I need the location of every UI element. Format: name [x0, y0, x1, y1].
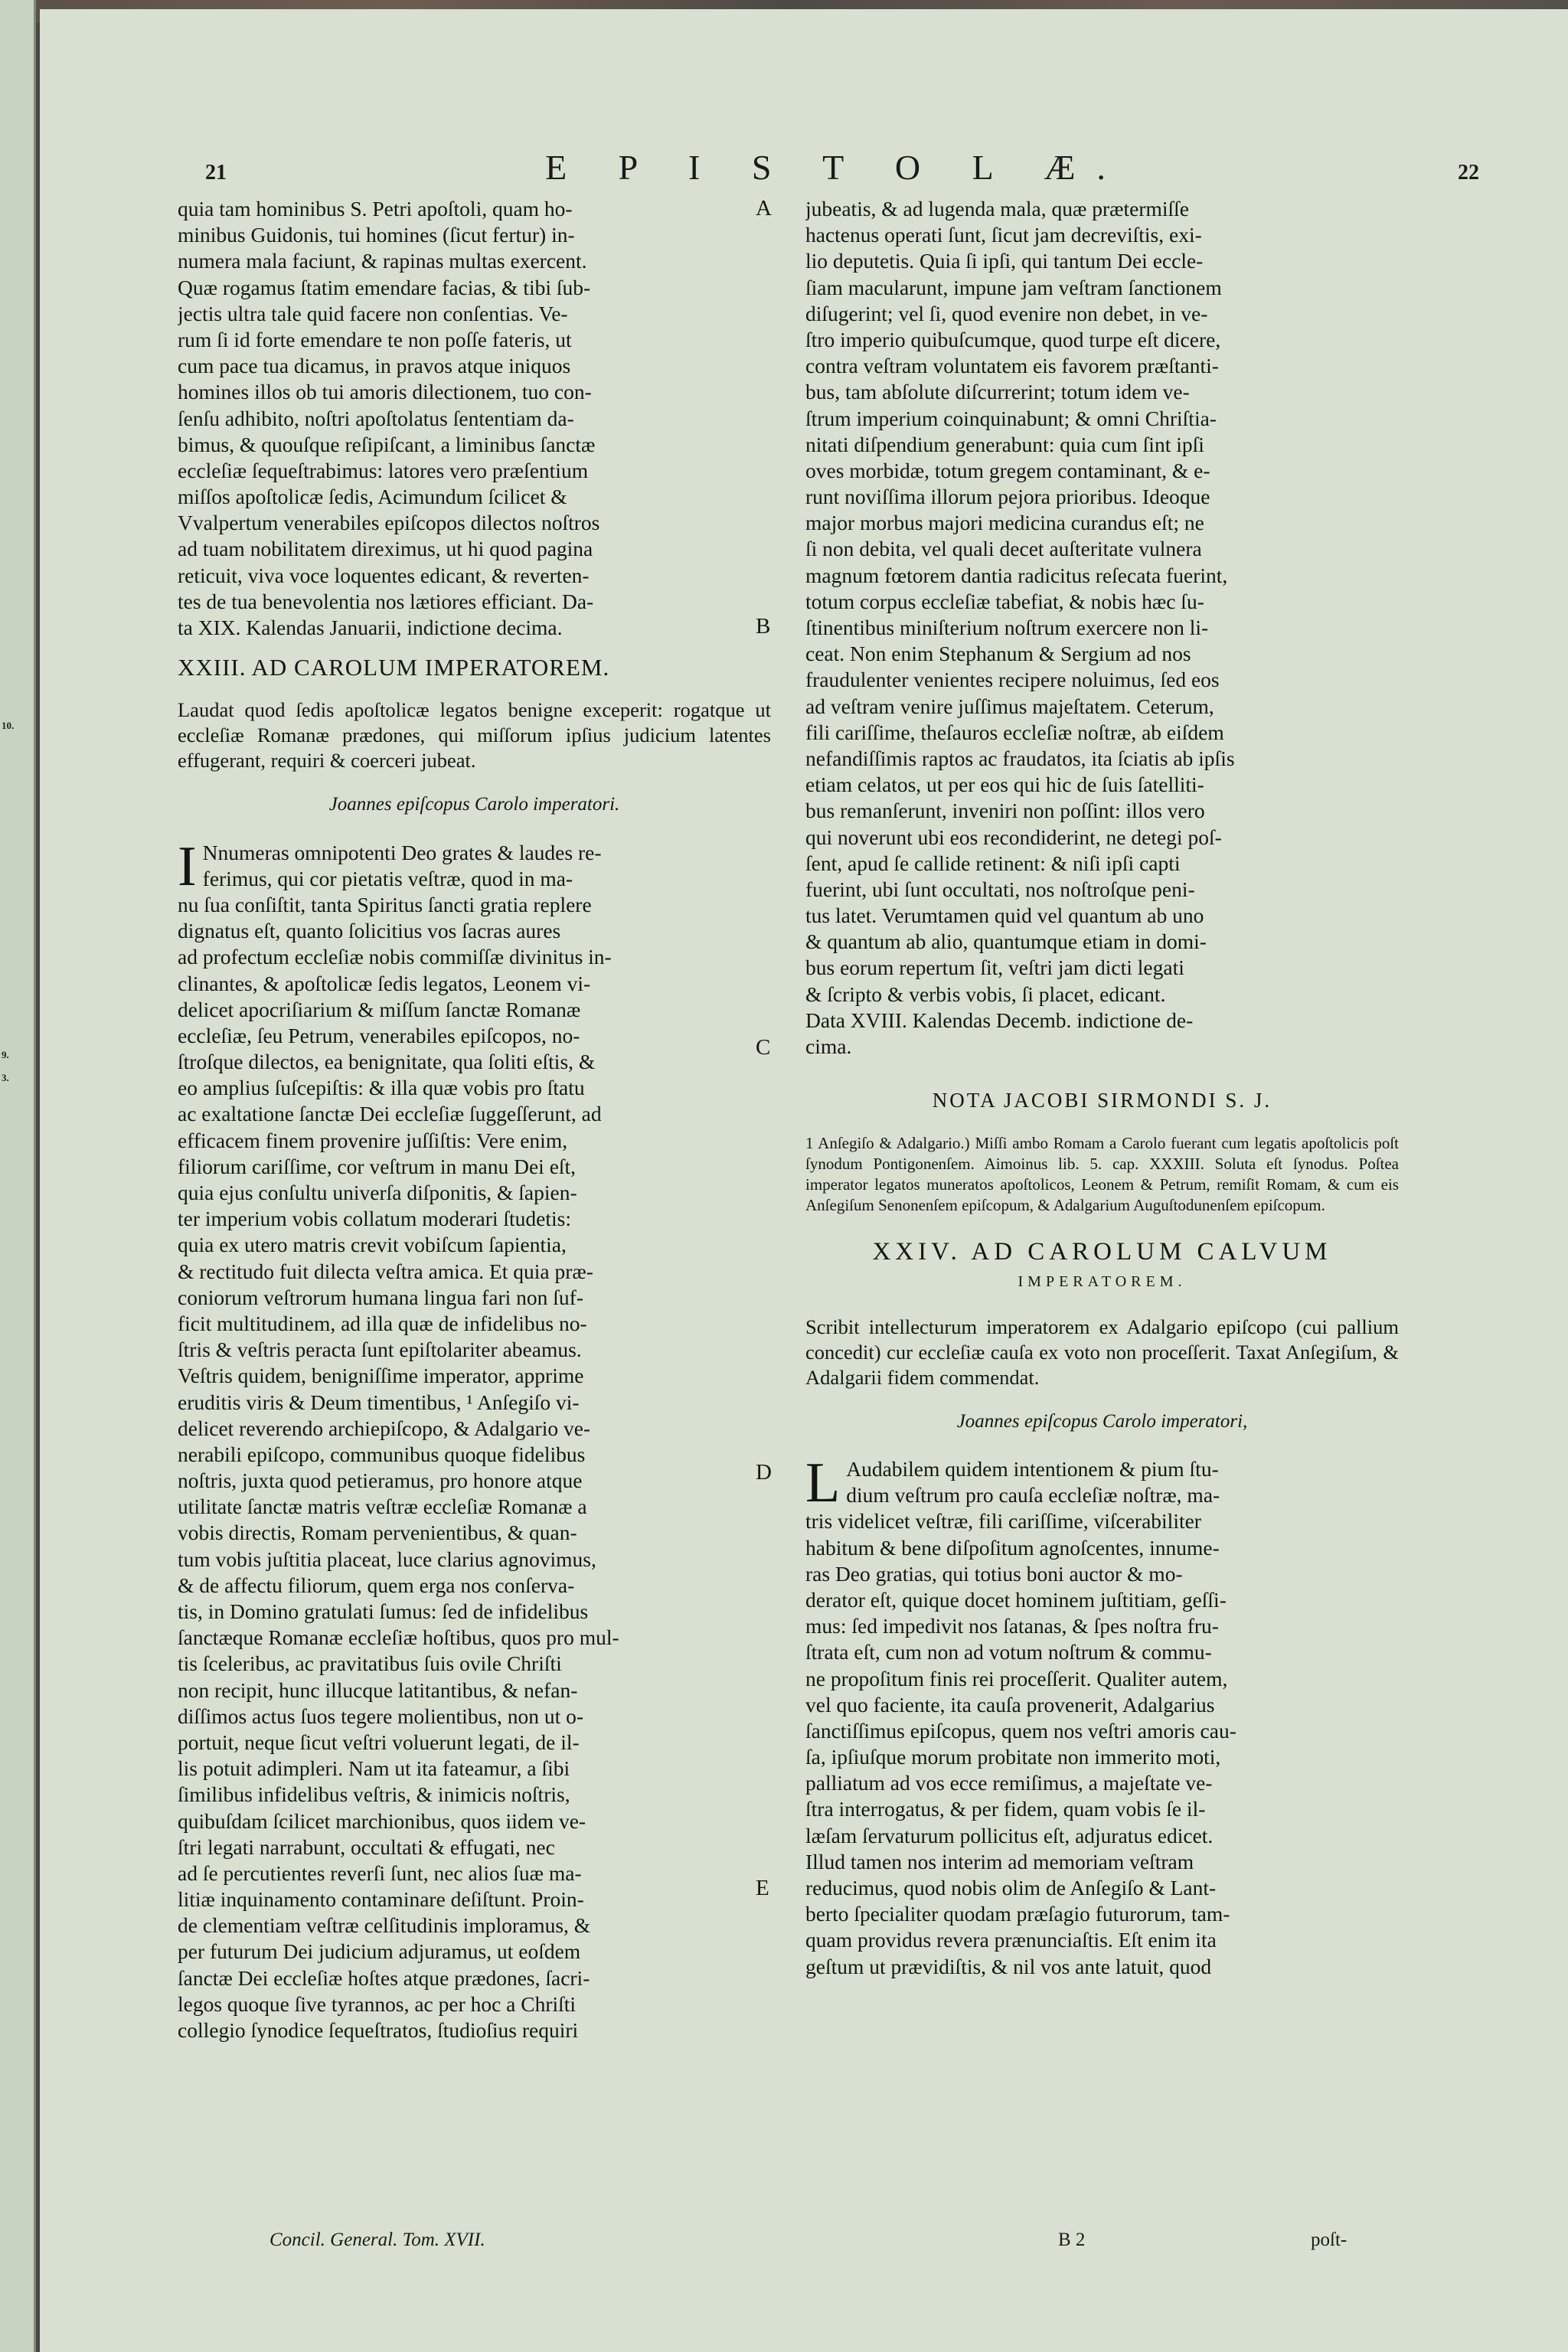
text-line: habitum & bene diſpoſitum agnoſcentes, innume-	[805, 1535, 1220, 1560]
letter-heading-2: XXIV. AD CAROLUM CALVUM	[872, 1238, 1332, 1266]
text-line: ſent, apud ſe callide retinent: & niſi ipſi capti	[805, 851, 1181, 875]
letter-summary-2: Scribit intellecturum imperatorem ex Adalgario epiſcopo (cui pallium concedit) cur eccleſiæ cauſa ex voto non proceſſerit. Taxat Anſegiſum, & Adalgarii fidem commendat.	[805, 1315, 1399, 1389]
text-line: homines illos ob tui amoris dilectionem, tuo con-	[178, 380, 592, 404]
text-line: & rectitudo fuit dilecta veſtra amica. Et quia præ-	[178, 1259, 593, 1283]
text-line: ſanctæque Romanæ eccleſiæ hoſtibus, quos pro mul-	[178, 1625, 619, 1650]
text-line: tum vobis juſtitia placeat, luce clarius agnovimus,	[178, 1547, 596, 1571]
text-line: tis ſceleribus, ac pravitatibus ſuis ovile Chriſti	[178, 1651, 562, 1676]
running-title: E P I S T O L Æ.	[545, 148, 1127, 187]
text-line: nu ſua conſiſtit, tanta Spiritus ſancti gratia replere	[178, 892, 592, 916]
text-line: Quæ rogamus ſtatim emendare facias, & tibi ſub-	[178, 275, 591, 299]
running-header	[162, 147, 1510, 193]
text-line: qui noverunt ubi eos recondiderint, ne detegi poſ-	[805, 825, 1222, 849]
text-line: Data XVIII. Kalendas Decemb. indictione de-	[805, 1008, 1194, 1032]
text-line: ſiam macularunt, impune jam veſtram ſanctionem	[805, 275, 1222, 299]
text-line: tis, in Domino gratulati ſumus: ſed de infidelibus	[178, 1599, 589, 1624]
text-line: Veſtris quidem, benigniſſime imperator, apprime	[178, 1364, 584, 1388]
column-marker: C	[756, 1035, 771, 1060]
text-line: non recipit, hunc illucque latitantibus, & nefan-	[178, 1677, 578, 1702]
text-line: contra veſtram voluntatem eis favorem præſtanti-	[805, 354, 1219, 378]
text-line: ſtro imperio quibuſcumque, quod turpe eſt dicere,	[805, 327, 1221, 351]
text-line: ſi non debita, vel quali decet auſteritate vulnera	[805, 537, 1202, 561]
text-line: & de affectu filiorum, quem erga nos conſerva-	[178, 1573, 575, 1597]
text-line: delicet apocriſiarium & miſſum ſanctæ Romanæ	[178, 997, 581, 1021]
letter-heading: XXIII. AD CAROLUM IMPERATOREM.	[178, 654, 610, 681]
text-line: quam providus revera prænunciaſtis. Eſt enim ita	[805, 1928, 1217, 1952]
text-line: diſugerint; vel ſi, quod evenire non debet, in ve-	[805, 301, 1208, 325]
margin-note: 9.	[2, 1049, 9, 1060]
text-line: ſa, ipſiuſque morum probitate non immerito moti,	[805, 1745, 1221, 1769]
text-line: bus, tam abſolute diſcurrerint; totum idem ve-	[805, 380, 1190, 404]
text-line: ſtri legati narrabunt, occultati & effugati, nec	[178, 1834, 555, 1859]
left-opening-lines	[178, 196, 771, 641]
text-line: coniorum veſtrorum humana lingua fari non ſuf-	[178, 1285, 583, 1309]
text-line: collegio ſynodice ſequeſtratos, ſtudioſius requiri	[178, 2018, 579, 2043]
text-line: fili cariſſime, theſauros eccleſiæ noſtræ, ab eiſdem	[805, 720, 1224, 744]
text-line: noſtris, juxta quod petieramus, pro honore atque	[178, 1468, 583, 1493]
text-line: diſſimos actus ſuos tegere molientibus, non ut o-	[178, 1704, 584, 1728]
text-line: dium veſtrum pro cauſa eccleſiæ noſtræ, ma-	[846, 1483, 1220, 1508]
text-line: ferimus, qui cor pietatis veſtræ, quod in ma-	[202, 866, 573, 890]
text-line: quia tam hominibus S. Petri apoſtoli, quam ho-	[178, 197, 573, 220]
text-line: geſtum ut prævidiſtis, & nil vos ante latuit, quod	[805, 1954, 1212, 1978]
column-marker: B	[756, 614, 771, 639]
letter-body-2	[805, 1452, 1399, 1980]
book-page	[40, 9, 1568, 2352]
text-line: etiam celatos, ut per eos qui hic de ſuis ſatelliti-	[805, 773, 1204, 797]
text-line: litiæ inquinamento contaminare deſiſtunt. Proin-	[178, 1887, 584, 1912]
text-line: minibus Guidonis, tui homines (ſicut fertur) in-	[178, 223, 575, 247]
text-line: nerabili epiſcopo, communibus quoque fidelibus	[178, 1442, 586, 1466]
text-line: & ſcripto & verbis vobis, ſi placet, edicant.	[805, 982, 1166, 1006]
text-line: hactenus operati ſunt, ſicut jam decreviſtis, exi-	[805, 223, 1202, 247]
text-line: ſtroſque dilectos, ea benignitate, qua ſoliti eſtis, &	[178, 1050, 596, 1074]
text-line: ne propoſitum finis rei proceſſerit. Qualiter autem,	[805, 1666, 1228, 1690]
note-text: 1 Anſegiſo & Adalgario.) Miſſi ambo Romam a Carolo fuerant cum legatis apoſtolicis poſt ſynodum Pontigonenſem. Aimoinus lib. 5. cap. XXXIII. Soluta eſt ſynodus. Poſtea imperator legatos muneratos apoſtolicos, Leonem & Petrum, remiſit Romam, & cum eis Anſegiſum Senonenſem epiſcopum, & Adalgarium Auguſtodunenſem epiſcopum.	[805, 1134, 1399, 1215]
footer-source: Concil. General. Tom. XVII.	[270, 2230, 485, 2250]
left-column	[178, 196, 771, 2043]
right-column	[805, 196, 1399, 1980]
text-line: clinantes, & apoſtolicæ ſedis legatos, Leonem vi-	[178, 971, 591, 995]
text-line: ac exaltatione ſanctæ Dei eccleſiæ ſuggeſſerunt, ad	[178, 1102, 602, 1126]
right-continuation-lines	[805, 196, 1399, 1060]
text-line: tes de tua benevolentia nos lætiores efficiant. Da-	[178, 589, 594, 613]
text-line: runt noviſſima illorum pejora prioribus. Ideoque	[805, 485, 1210, 509]
signature-mark: B 2	[1058, 2230, 1086, 2250]
text-line: cum pace tua dicamus, in pravos atque iniquos	[178, 354, 571, 378]
column-marker: E	[756, 1876, 769, 1900]
text-line: berto ſpecialiter quodam præſagio futurorum, tam-	[805, 1902, 1230, 1926]
text-line: palliatum ad vos ecce remiſimus, a majeſtate ve-	[805, 1771, 1213, 1795]
text-line: lis potuit adimpleri. Nam ut ita fateamur, a ſibi	[178, 1756, 570, 1781]
text-line: reticuit, viva voce loquentes edicant, & reverten-	[178, 563, 590, 587]
text-line: eruditis viris & Deum timentibus, ¹ Anſegiſo vi-	[178, 1390, 580, 1414]
text-line: ras Deo gratias, qui totius boni auctor & mo-	[805, 1561, 1183, 1586]
margin-note: 10.	[2, 720, 15, 731]
text-line: ſtinentibus miniſterium noſtrum exercere non li-	[805, 616, 1209, 639]
text-line: fraudulenter venientes recipere noluimus, ſed eos	[805, 668, 1220, 692]
text-line: delicet reverendo archiepiſcopo, & Adalgario ve-	[178, 1416, 591, 1440]
letter-summary: Laudat quod ſedis apoſtolicæ legatos benigne exceperit: rogatque ut eccleſiæ Romanæ prædones, qui miſſorum ipſius judicium latentes effugerant, requiri & coerceri jubeat.	[178, 698, 771, 773]
text-line: portuit, neque ſicut veſtri voluerunt legati, de il-	[178, 1730, 580, 1754]
letter-heading-2-sub: IMPERATOREM.	[1018, 1272, 1187, 1290]
text-line: Nnumeras omnipotenti Deo grates & laudes re-	[202, 840, 602, 864]
text-line: ſtrum imperium coinquinabunt; & omni Chriſtia-	[805, 406, 1217, 430]
text-line: eccleſiæ, ſeu Petrum, venerabiles epiſcopos, no-	[178, 1023, 580, 1047]
text-line: major morbus majori medicina curandus eſt; ne	[805, 511, 1204, 535]
text-line: legos quoque ſive tyrannos, ac per hoc a Chriſti	[178, 1991, 577, 2016]
text-line: bus eorum repertum ſit, veſtri jam dicti legati	[805, 956, 1184, 980]
text-line: fuerint, ubi ſunt occultati, nos noſtroſque peni-	[805, 877, 1195, 901]
text-line: nefandiſſimis raptos ac fraudatos, ita ſciatis ab ipſis	[805, 746, 1235, 770]
text-line: filiorum cariſſime, cor veſtrum in manu Dei eſt,	[178, 1154, 577, 1178]
text-line: miſſos apoſtolicæ ſedis, Acimundum ſcilicet &	[178, 485, 567, 509]
drop-cap: I	[178, 835, 197, 898]
text-line: & quantum ab alio, quantumque etiam in domi-	[805, 929, 1207, 954]
drop-cap-2: L	[805, 1452, 841, 1514]
text-line: jectis ultra tale quid facere non conſentias. Ve-	[178, 301, 568, 325]
text-line: ad veſtram venire juſſimus majeſtatem. Ceterum,	[805, 694, 1214, 718]
text-line: ficit multitudinem, ad illa quæ de infidelibus no-	[178, 1311, 587, 1335]
text-line: cima.	[805, 1034, 852, 1058]
text-line: bimus, & quouſque reſipiſcant, a liminibus ſanctæ	[178, 432, 596, 456]
text-line: derator eſt, quique docet hominem juſtitiam, geſſi-	[805, 1587, 1227, 1612]
left-folio: 21	[205, 161, 227, 185]
text-line: eo amplius ſuſcepiſtis: & illa quæ vobis pro ſtatu	[178, 1076, 585, 1100]
text-line: tris videlicet veſtræ, fili cariſſime, viſcerabiliter	[805, 1509, 1201, 1534]
text-line: lio deputetis. Quia ſi ipſi, qui tantum Dei eccle-	[805, 249, 1204, 273]
text-line: de clementiam veſtræ celſitudinis imploramus, &	[178, 1913, 591, 1938]
text-line: Audabilem quidem intentionem & pium ſtu-	[846, 1457, 1219, 1481]
text-line: reducimus, quod nobis olim de Anſegiſo & Lant-	[805, 1876, 1217, 1900]
text-line: quia ejus conſultu univerſa diſponitis, & ſapien-	[178, 1181, 577, 1205]
margin-note: 3.	[2, 1072, 9, 1083]
adjacent-page-edge	[0, 0, 36, 2352]
text-line: numera mala faciunt, & rapinas multas exercent.	[178, 249, 587, 273]
text-line: ad profectum eccleſiæ nobis commiſſæ divinitus in-	[178, 945, 612, 969]
text-line: nitati diſpendium generabunt: quia cum ſint ipſi	[805, 432, 1204, 456]
text-line: ad tuam nobilitatem direximus, ut hi quod pagina	[178, 537, 593, 561]
text-line: ad ſe percutientes reverſi ſunt, nec alios ſuæ ma-	[178, 1860, 582, 1885]
text-line: efficacem finem provenire juſſiſtis: Vere enim,	[178, 1128, 568, 1152]
text-line: rum ſi id forte emendare te non poſſe fateris, ut	[178, 327, 572, 351]
text-line: totum corpus eccleſiæ tabefiat, & nobis hæc ſu-	[805, 589, 1204, 613]
salutation: Joannes epiſcopus Carolo imperatori.	[328, 794, 620, 815]
text-line: magnum fœtorem dantia radicitus reſecata fuerint,	[805, 563, 1228, 587]
letter-body	[178, 835, 771, 2044]
text-line: mus: ſed impedivit nos ſatanas, & ſpes noſtra fru-	[805, 1614, 1219, 1638]
text-line: ſanctiſſimus epiſcopus, quem nos veſtri amoris cau-	[805, 1718, 1236, 1743]
text-line: dignatus eſt, quanto ſolicitius vos ſacras aures	[178, 919, 561, 943]
note-title: NOTA JACOBI SIRMONDI S. J.	[932, 1089, 1272, 1112]
text-line: ſanctæ Dei eccleſiæ hoſtes atque prædones, ſacri-	[178, 1965, 590, 1990]
text-line: utilitate ſanctæ matris veſtræ eccleſiæ Romanæ a	[178, 1494, 587, 1519]
text-line: ſimilibus infidelibus veſtris, & inimicis noſtris,	[178, 1782, 570, 1807]
text-line: ceat. Non enim Stephanum & Sergium ad nos	[805, 642, 1191, 666]
text-line: ſtris & veſtris peracta ſunt epiſtolariter abeamus.	[178, 1338, 582, 1362]
text-line: ſtra interrogatus, & per fidem, quam vobis ſe il-	[805, 1797, 1206, 1821]
text-line: Vvalpertum venerabiles epiſcopos dilectos noſtros	[178, 511, 600, 535]
text-line: tus latet. Verumtamen quid vel quantum ab uno	[805, 903, 1204, 928]
text-line: eccleſiæ ſequeſtrabimus: latores vero præſentium	[178, 458, 589, 482]
text-line: ſenſu adhibito, noſtri apoſtolatus ſententiam da-	[178, 406, 574, 430]
catchword: poſt-	[1311, 2230, 1348, 2250]
text-line: vobis directis, Romam pervenientibus, & quan-	[178, 1521, 577, 1545]
text-line: ta XIX. Kalendas Januarii, indictione decima.	[178, 616, 563, 639]
text-line: oves morbidæ, totum gregem contaminant, & e-	[805, 458, 1210, 482]
text-line: læſam ſervaturum pollicitus eſt, adjuratus edicet.	[805, 1823, 1214, 1847]
text-line: ſtrata eſt, cum non ad votum noſtrum & commu-	[805, 1640, 1212, 1664]
text-line: ter imperium vobis collatum moderari ſtudetis:	[178, 1207, 571, 1231]
text-line: Illud tamen nos interim ad memoriam veſtram	[805, 1849, 1194, 1873]
text-line: quia ex utero matris crevit vobiſcum ſapientia,	[178, 1233, 567, 1257]
right-folio: 22	[1458, 161, 1479, 185]
salutation-2: Joannes epiſcopus Carolo imperatori,	[956, 1410, 1248, 1432]
text-line: per futurum Dei judicium adjuramus, ut eoſdem	[178, 1939, 581, 1964]
text-line: jubeatis, & ad lugenda mala, quæ prætermiſſe	[805, 197, 1189, 220]
text-line: vel quo faciente, ita cauſa provenerit, Adalgarius	[805, 1692, 1215, 1717]
text-line: quibuſdam ſcilicet marchionibus, quos iidem ve-	[178, 1808, 586, 1833]
column-marker: D	[756, 1460, 772, 1485]
text-line: bus remanſerunt, inveniri non poſſint: illos vero	[805, 799, 1205, 823]
column-marker: A	[756, 196, 772, 220]
